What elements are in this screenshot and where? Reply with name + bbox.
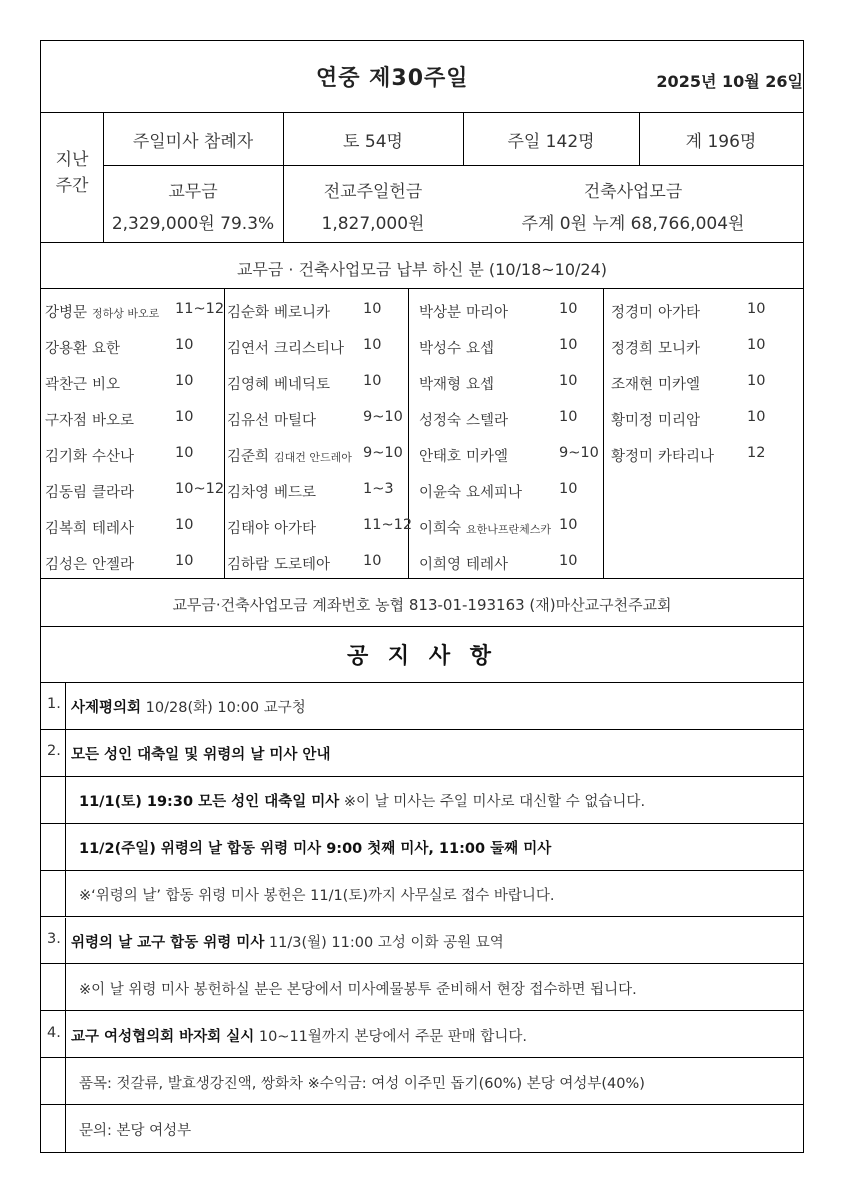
donor-baptismal-name: 테레사 (466, 557, 509, 573)
donor-entry (419, 301, 578, 322)
donor-entry (227, 373, 382, 394)
notice-text (79, 1072, 645, 1093)
notice-text (71, 931, 504, 952)
donor-name: 김영혜 (227, 377, 270, 393)
donor-amount: 10 (363, 337, 382, 353)
bulletin-date: 2025년 10월 26일 (656, 72, 803, 91)
attendance-sat: 토 54명 (343, 132, 403, 152)
donor-baptismal-name: 베드로 (274, 485, 317, 501)
notice-plain-text: ※이 날 위령 미사 봉헌하실 분은 본당에서 미사예물봉투 준비해서 현장 접수하면 됩니다. (79, 981, 637, 998)
donor-amount: 11~12 (175, 301, 225, 317)
donor-baptismal-name: 바오로 (92, 413, 135, 429)
donor-baptismal-name: 안젤라 (92, 557, 135, 573)
notice-row (41, 777, 803, 824)
donor-entry (227, 445, 403, 466)
donor-amount: 1~3 (363, 481, 394, 497)
notice-plain-text: 10/28(화) 10:00 교구청 (141, 700, 306, 717)
donor-name: 김동림 (45, 485, 88, 501)
donor-amount: 10 (175, 553, 194, 569)
donor-baptismal-name: 미카엘 (466, 449, 509, 465)
donor-name: 정경미 (611, 305, 654, 321)
donor-entry (227, 481, 394, 502)
donor-baptismal-name: 요한 (92, 341, 121, 357)
donor-entry (45, 337, 194, 358)
donor-entry (419, 553, 578, 574)
notice-text (79, 837, 551, 858)
donor-entry (227, 553, 382, 574)
notice-text (71, 696, 306, 717)
donor-entry (227, 301, 382, 322)
donor-name: 안태호 (419, 449, 462, 465)
notice-row (41, 683, 803, 730)
donor-baptismal-name: 미리암 (658, 413, 701, 429)
donor-amount: 10 (747, 409, 766, 425)
notice-plain-text: 10~11월까지 본당에서 주문 판매 합니다. (254, 1028, 528, 1045)
donor-entry (419, 409, 578, 430)
donor-amount: 9~10 (559, 445, 599, 461)
donor-entry (45, 301, 225, 322)
notice-row (41, 871, 803, 918)
donor-baptismal-name: 테레사 (92, 521, 135, 537)
donor-name: 강병문 (45, 305, 88, 321)
donor-baptismal-name: 베로니카 (274, 305, 331, 321)
donor-name: 김하람 (227, 557, 270, 573)
notice-text (79, 978, 637, 999)
donor-amount: 10 (559, 481, 578, 497)
donors-heading: 교무금 · 건축사업모금 납부 하신 분 (10/18~10/24) (236, 260, 608, 279)
building-label: 건축사업모금 (583, 182, 683, 202)
donor-amount: 10 (559, 337, 578, 353)
donor-amount: 10 (559, 373, 578, 389)
donor-baptismal-name: 클라라 (92, 485, 135, 501)
donor-entry (611, 445, 766, 466)
donor-baptismal-name: 요셉 (466, 377, 495, 393)
donor-name: 김유선 (227, 413, 270, 429)
donor-entry (611, 337, 766, 358)
notice-text (79, 884, 555, 905)
donor-entry (45, 445, 194, 466)
donor-amount: 10 (363, 373, 382, 389)
notice-plain-text: 11/3(월) 11:00 고성 이화 공원 묘역 (264, 934, 504, 951)
donor-entry (227, 337, 382, 358)
mission-value: 1,827,000원 (321, 214, 425, 234)
donor-name: 황미정 (611, 413, 654, 429)
donor-baptismal-name: 수산나 (92, 449, 135, 465)
donor-amount: 10 (175, 517, 194, 533)
donor-name: 성정숙 (419, 413, 462, 429)
donor-name: 김준희 (227, 449, 270, 465)
donor-amount: 10 (747, 301, 766, 317)
donors-list (41, 289, 803, 579)
donor-name: 강용환 (45, 341, 88, 357)
notice-row (41, 730, 803, 777)
dues-value: 2,329,000원 79.3% (111, 214, 275, 234)
notice-bold-text: 모든 성인 대축일 및 위령의 날 미사 안내 (71, 747, 331, 764)
mission-label: 전교주일헌금 (323, 182, 423, 202)
donor-amount: 10 (559, 301, 578, 317)
donor-entry (45, 517, 194, 538)
notice-number: 3. (47, 930, 61, 947)
donor-amount: 10 (175, 409, 194, 425)
notice-row (41, 964, 803, 1011)
attendance-label: 주일미사 참례자 (132, 132, 254, 152)
attendance-total: 계 196명 (685, 132, 757, 152)
donor-name: 김차영 (227, 485, 270, 501)
notice-bold-text: 11/1(토) 19:30 모든 성인 대축일 미사 (79, 794, 340, 811)
donor-name: 김기화 (45, 449, 88, 465)
donor-entry (419, 517, 578, 538)
notice-plain-text: 품목: 젓갈류, 발효생강진액, 쌍화차 ※수익금: 여성 이주민 돕기(60%) 본당 여성부(40%) (79, 1075, 645, 1092)
donor-name: 곽찬근 (45, 377, 88, 393)
donor-baptismal-name: 모니카 (658, 341, 701, 357)
donor-amount: 10 (747, 373, 766, 389)
donor-baptismal-name: 요세피나 (466, 485, 523, 501)
account-info: 교무금·건축사업모금 계좌번호 농협 813-01-193163 (재)마산교구천주교회 (172, 596, 672, 614)
dues-label: 교무금 (168, 182, 218, 202)
notice-bold-text: 11/2(주일) 위령의 날 합동 위령 미사 9:00 첫째 미사, 11:00 둘째 미사 (79, 841, 552, 858)
donor-amount: 10 (363, 553, 382, 569)
notice-number: 4. (47, 1024, 61, 1041)
donor-amount: 11~12 (363, 517, 413, 533)
notice-plain-text: 문의: 본당 여성부 (79, 1122, 192, 1139)
notice-row (41, 1058, 803, 1105)
notice-row (41, 824, 803, 871)
notice-text (79, 790, 645, 811)
donor-entry (419, 373, 578, 394)
notice-number: 1. (47, 696, 61, 713)
notice-bold-text: 사제평의회 (71, 700, 142, 717)
donor-baptismal-name: 스텔라 (466, 413, 509, 429)
donor-name: 박상분 (419, 305, 462, 321)
donor-baptismal-name: 미카엘 (658, 377, 701, 393)
header-row (41, 41, 803, 113)
last-week-label: 지난 주간 (55, 150, 89, 196)
building-value: 주계 0원 누계 68,766,004원 (521, 214, 745, 234)
donor-entry (611, 301, 766, 322)
donor-amount: 9~10 (363, 409, 403, 425)
notice-number: 2. (47, 743, 61, 760)
donor-name: 김태야 (227, 521, 270, 537)
donor-baptismal-name: 아가타 (274, 521, 317, 537)
notice-row (41, 918, 803, 965)
donor-baptismal-name: 아가타 (658, 305, 701, 321)
donor-baptismal-name: 김대건 안드레아 (274, 451, 352, 464)
donor-baptismal-name: 마리아 (466, 305, 509, 321)
donor-baptismal-name: 카타리나 (658, 449, 715, 465)
donor-entry (227, 517, 413, 538)
donor-name: 조재현 (611, 377, 654, 393)
donor-baptismal-name: 비오 (92, 377, 121, 393)
donor-entry (419, 445, 599, 466)
notice-row (41, 1011, 803, 1058)
donor-baptismal-name: 요셉 (466, 341, 495, 357)
donor-amount: 10~12 (175, 481, 225, 497)
donor-amount: 10 (175, 337, 194, 353)
donor-name: 정경희 (611, 341, 654, 357)
page-title: 연중 제30주일 (316, 66, 469, 91)
donor-baptismal-name: 정하상 바오로 (92, 307, 160, 320)
notice-plain-text: ※‘위령의 날’ 합동 위령 미사 봉헌은 11/1(토)까지 사무실로 접수 바랍니다. (79, 888, 555, 905)
donor-amount: 10 (747, 337, 766, 353)
donor-amount: 10 (175, 445, 194, 461)
last-week-section (41, 113, 803, 243)
attendance-sun: 주일 142명 (507, 132, 595, 152)
donor-entry (611, 409, 766, 430)
donor-name: 박재형 (419, 377, 462, 393)
donor-entry (227, 409, 403, 430)
donor-entry (45, 481, 225, 502)
donor-entry (45, 409, 194, 430)
notice-text (71, 743, 330, 764)
notice-plain-text: ※이 날 미사는 주일 미사로 대신할 수 없습니다. (339, 794, 646, 811)
donors-heading-row (41, 243, 803, 289)
notice-row (41, 1105, 803, 1152)
donor-baptismal-name: 요한나프란체스카 (466, 523, 552, 536)
donor-entry (45, 373, 194, 394)
account-row (41, 579, 803, 627)
donor-name: 김순화 (227, 305, 270, 321)
donor-entry (419, 481, 578, 502)
donor-name: 김연서 (227, 341, 270, 357)
donor-name: 황정미 (611, 449, 654, 465)
donor-name: 구자점 (45, 413, 88, 429)
notice-bold-text: 위령의 날 교구 합동 위령 미사 (71, 934, 265, 951)
donor-name: 이윤숙 (419, 485, 462, 501)
donor-amount: 9~10 (363, 445, 403, 461)
donor-entry (45, 553, 194, 574)
donor-baptismal-name: 크리스티나 (274, 341, 345, 357)
donor-entry (419, 337, 578, 358)
donor-amount: 10 (175, 373, 194, 389)
donor-baptismal-name: 도로테아 (274, 557, 331, 573)
notice-text (71, 1025, 527, 1046)
donor-name: 김성은 (45, 557, 88, 573)
donor-name: 이희숙 (419, 521, 462, 537)
notice-bold-text: 교구 여성협의회 바자회 실시 (71, 1028, 255, 1045)
donor-name: 박성수 (419, 341, 462, 357)
donor-amount: 10 (559, 553, 578, 569)
bulletin-sheet (40, 40, 804, 1153)
donor-baptismal-name: 마틸다 (274, 413, 317, 429)
donor-amount: 12 (747, 445, 766, 461)
donor-amount: 10 (559, 517, 578, 533)
donor-entry (611, 373, 766, 394)
donor-amount: 10 (559, 409, 578, 425)
donor-name: 이희영 (419, 557, 462, 573)
notices-heading: 공 지 사 항 (347, 644, 497, 669)
donor-amount: 10 (363, 301, 382, 317)
donor-baptismal-name: 베네딕토 (274, 377, 331, 393)
donor-name: 김복희 (45, 521, 88, 537)
notice-text (79, 1119, 191, 1140)
notices-heading-row (41, 627, 803, 683)
